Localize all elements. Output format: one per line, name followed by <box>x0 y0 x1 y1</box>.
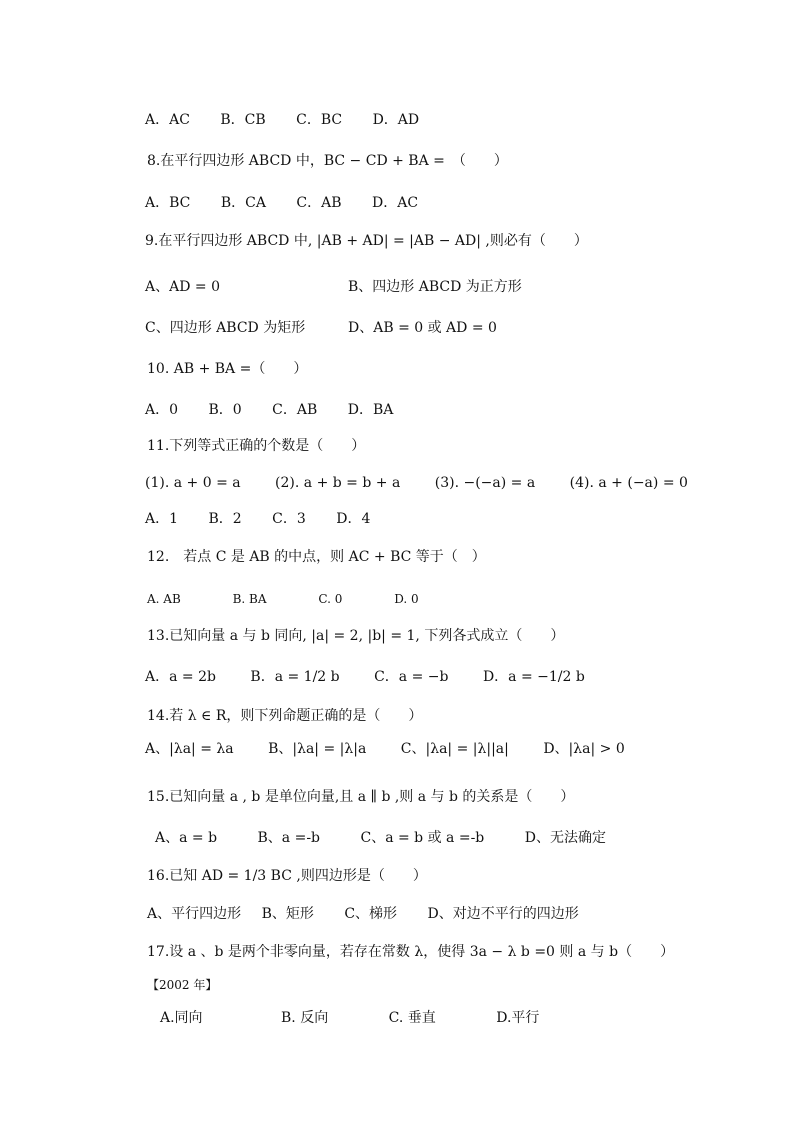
q17-year: 【2002 年】 <box>147 978 218 992</box>
q8-option-a[interactable]: A．BC <box>145 195 191 211</box>
q15-option-a[interactable]: A、a = b <box>155 830 218 846</box>
q12-options <box>147 589 445 609</box>
q15-options <box>155 828 632 848</box>
q12-option-a[interactable]: A. AB <box>147 592 181 606</box>
q16-option-a[interactable]: A、平行四边形 <box>147 906 242 922</box>
q11-stem: 11.下列等式正确的个数是（ ） <box>147 438 366 454</box>
q11-item-2: (2). a + b = b + a <box>275 475 401 491</box>
q11-option-b[interactable]: B．2 <box>208 511 242 527</box>
q11-item-3: (3). −(−a) = a <box>434 475 536 491</box>
q13-stem: 13.已知向量 a 与 b 同向, |a| = 2, |b| = 1, 下列各式成立（ ） <box>147 628 565 644</box>
q15-option-c[interactable]: C、a = b 或 a =-b <box>360 830 485 846</box>
q16-option-b[interactable]: B、矩形 <box>261 906 314 922</box>
q16-option-d[interactable]: D、对边不平行的四边形 <box>427 906 579 922</box>
q14-option-d[interactable]: D、|λa| > 0 <box>543 741 625 757</box>
q11-option-c[interactable]: C．3 <box>272 511 306 527</box>
q11-option-a[interactable]: A．1 <box>145 511 179 527</box>
q11-item-4: (4). a + (−a) = 0 <box>569 475 688 491</box>
q10-option-b[interactable]: B．0 <box>208 402 242 418</box>
q17-option-d[interactable]: D.平行 <box>496 1010 540 1026</box>
q11-option-d[interactable]: D．4 <box>336 511 371 527</box>
q12-stem: 12. 若点 C 是 AB 的中点，则 AC + BC 等于（ ） <box>147 549 486 565</box>
q17-option-a[interactable]: A.同向 <box>160 1010 203 1026</box>
q13-option-b[interactable]: B．a = 1/2 b <box>250 669 340 685</box>
q11-options <box>145 509 396 529</box>
q10-stem: 10. AB + BA =（ ） <box>147 361 308 377</box>
q10-options <box>145 400 419 420</box>
q8-option-d[interactable]: D．AC <box>371 195 419 211</box>
q10-option-d[interactable]: D．BA <box>347 402 394 418</box>
q9-option-d[interactable]: D、AB = 0 或 AD = 0 <box>348 320 497 336</box>
q7-option-d[interactable]: D．AD <box>372 112 420 128</box>
q8-stem: 8.在平行四边形 ABCD 中，BC − CD + BA = （ ） <box>147 153 508 169</box>
q12-option-d[interactable]: D. 0 <box>394 592 419 606</box>
q15-option-b[interactable]: B、a =-b <box>257 830 321 846</box>
q15-stem: 15.已知向量 a , b 是单位向量,且 a ∥ b ,则 a 与 b 的关系是（ ） <box>147 789 575 805</box>
q17-option-c[interactable]: C. 垂直 <box>388 1010 436 1026</box>
q12-option-b[interactable]: B. BA <box>232 592 267 606</box>
q9-option-b[interactable]: B、四边形 ABCD 为正方形 <box>348 279 522 295</box>
q14-option-a[interactable]: A、|λa| = λa <box>145 741 234 757</box>
q13-option-d[interactable]: D．a = −1/2 b <box>482 669 585 685</box>
q12-option-c[interactable]: C. 0 <box>318 592 343 606</box>
q9-stem: 9.在平行四边形 ABCD 中, |AB + AD| = |AB − AD| ,则必有（ ） <box>145 233 588 249</box>
q9-option-c[interactable]: C、四边形 ABCD 为矩形 <box>145 320 306 336</box>
q7-option-c[interactable]: C．BC <box>296 112 343 128</box>
q8-options <box>145 193 444 213</box>
q10-option-a[interactable]: A．0 <box>145 402 179 418</box>
q16-options <box>147 904 605 924</box>
q9-option-a[interactable]: A、AD = 0 <box>145 279 220 295</box>
q11-item-1: (1). a + 0 = a <box>145 475 241 491</box>
q8-option-c[interactable]: C．AB <box>296 195 342 211</box>
q14-stem: 14.若 λ ∈ R，则下列命题正确的是（ ） <box>147 708 423 724</box>
q17-option-b[interactable]: B. 反向 <box>281 1010 329 1026</box>
q17-stem: 17.设 a 、b 是两个非零向量，若存在常数 λ，使得 3a − λ b =0 则 a 与 b（ ） <box>147 944 675 960</box>
q15-option-d[interactable]: D、无法确定 <box>524 830 606 846</box>
q13-option-a[interactable]: A．a = 2b <box>145 669 216 685</box>
q8-option-b[interactable]: B．CA <box>220 195 266 211</box>
q7-options <box>145 110 445 130</box>
q7-option-a[interactable]: A．AC <box>145 112 190 128</box>
q14-option-c[interactable]: C、|λa| = |λ||a| <box>400 741 509 757</box>
q10-option-c[interactable]: C．AB <box>272 402 318 418</box>
q11-items <box>145 473 688 493</box>
q7-option-b[interactable]: B．CB <box>220 112 266 128</box>
q17-options <box>160 1008 565 1028</box>
q16-option-c[interactable]: C、梯形 <box>344 906 398 922</box>
q14-options <box>145 739 651 759</box>
q13-option-c[interactable]: C．a = −b <box>374 669 449 685</box>
q14-option-b[interactable]: B、|λa| = |λ|a <box>268 741 367 757</box>
q16-stem: 16.已知 AD = 1/3 BC ,则四边形是（ ） <box>147 868 427 884</box>
q13-options <box>145 667 611 687</box>
